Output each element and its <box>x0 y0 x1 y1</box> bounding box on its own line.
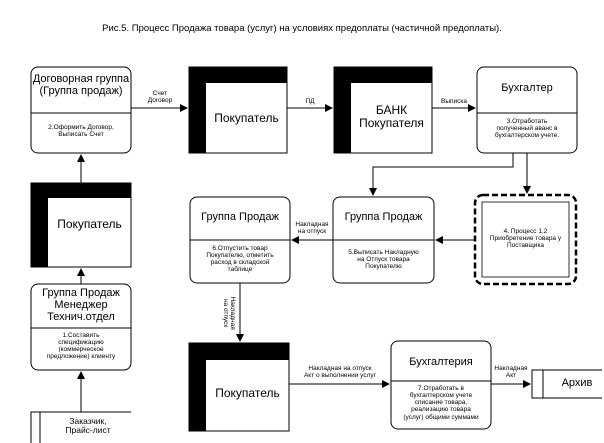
gruppa-prodazh-mid-title: Группа Продаж <box>344 211 423 223</box>
edge-label-nakladnaya-na-otpusk: Накладная на отпуск <box>295 221 329 236</box>
edge-label-pd: ПД <box>305 98 315 105</box>
buhgalteriya-title: Бухгалтерия <box>409 356 473 368</box>
gruppa-menedzher-title: Группа Продаж Менеджер Технич.отдел <box>42 287 120 324</box>
diagram-title: Рис.5. Процесс Продажа товара (услуг) на условиях предоплаты (частичной предоплаты). <box>102 23 502 34</box>
arrow-buhgalter-to-gruppa-mid <box>373 153 513 195</box>
pokupatel-bottom-title: Покупатель <box>215 386 280 400</box>
zakazchik-title: Заказчик, Прайс-лист <box>65 416 111 436</box>
pokupatel-left-title: Покупатель <box>57 217 122 231</box>
buhgalter-step: 3.Отработать полученный аванс в бухгалтерском учете. <box>494 118 560 140</box>
edge-label-vypiska: Выписка <box>440 98 467 105</box>
arhiv-title: Архив <box>561 377 593 389</box>
edge-label-schet-dogovor: Счет Договор <box>147 90 173 105</box>
box-pokupatel-top <box>189 67 287 153</box>
gruppa-prodazh-left-step: 6.Отпустить товар Покупателю, отметить расход в складской таблице <box>206 245 274 274</box>
buhgalteriya-step: 7.Отработать в бухгалтерском учете списание товара, реализацию товара (услуг) общими суммами <box>403 385 479 421</box>
edge-label-nakladnaya-vertical: Накладная на отпуск <box>222 296 237 330</box>
buhgalter-title: Бухгалтер <box>501 82 553 94</box>
dogovornaya-title: Договорная группа (Группа продаж) <box>32 73 130 98</box>
edge-label-nakladnaya-akt-archive: Накладная Акт <box>494 365 528 380</box>
pokupatel-top-title: Покупатель <box>214 111 279 125</box>
bank-title: БАНК Покупателя <box>359 103 424 131</box>
process-1-2-step: 4. Процесс 1.2 Приобретение товара у Поставщика <box>489 228 562 250</box>
edge-label-nakladnaya-akt: Накладная на отпуск Акт о выполнении услуг <box>303 365 377 380</box>
gruppa-prodazh-left-title: Группа Продаж <box>201 211 279 223</box>
gruppa-menedzher-step: 1.Составить спецификацию (коммерческое предложение) клиенту <box>46 332 116 361</box>
gruppa-prodazh-mid-step: 5.Выписать Накладную на Отпуск товара Покупателю <box>348 249 419 271</box>
dogovornaya-step: 2.Оформить Договор, Выписать Счет <box>48 124 114 139</box>
box-buhgalter <box>477 67 577 153</box>
